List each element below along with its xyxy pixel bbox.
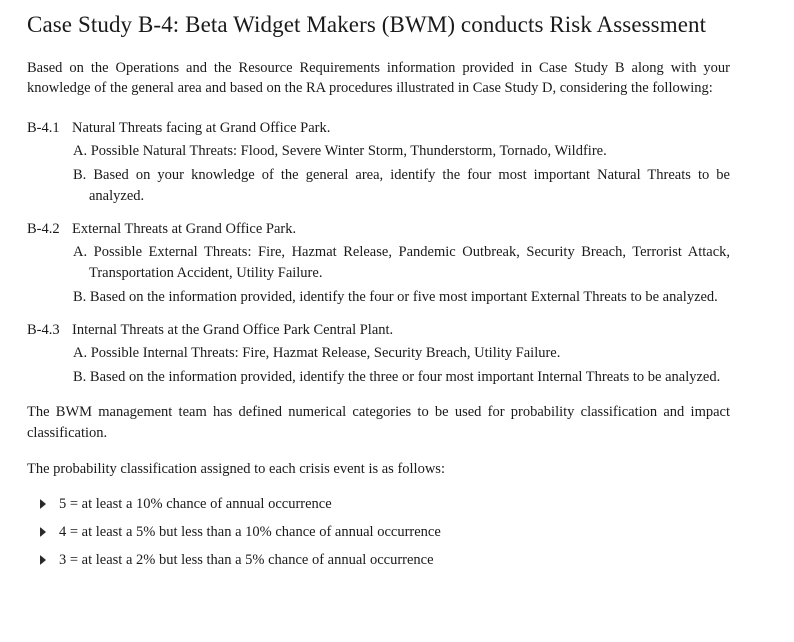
- intro-paragraph: Based on the Operations and the Resource Requirements information provided in Case Study B along with your knowledge of the general area and based on the RA procedures illustrated in Case Study D, considering the following:: [27, 60, 730, 96]
- section-number: B-4.2: [27, 221, 60, 237]
- subitem-a: A. Possible External Threats: Fire, Hazmat Release, Pandemic Outbreak, Security Breach, Terrorist Attack, Transportation Accident, Utility Failure.: [73, 244, 730, 281]
- section-b-4-1: [27, 118, 730, 207]
- section-b-4-3: [27, 320, 730, 388]
- probability-paragraph: The probability classification assigned to each crisis event is as follows:: [27, 460, 445, 477]
- section-heading: [27, 118, 730, 138]
- subitem-b: B. Based on the information provided, identify the four or five most important External Threats to be analyzed.: [73, 289, 718, 305]
- section-number: B-4.3: [27, 322, 60, 338]
- list-item: [40, 494, 730, 514]
- list-item: [40, 522, 730, 542]
- list-item-text: 4 = at least a 5% but less than a 10% chance of annual occurrence: [59, 524, 441, 540]
- categories-paragraph: The BWM management team has defined numerical categories to be used for probability classification and impact classification.: [27, 404, 730, 441]
- probability-list: [27, 494, 730, 570]
- list-item: [40, 550, 730, 570]
- section-heading: [27, 320, 730, 340]
- section-title: External Threats at Grand Office Park.: [72, 221, 297, 237]
- section-title: Internal Threats at the Grand Office Park Central Plant.: [72, 322, 394, 338]
- triangle-bullet-icon: [40, 555, 46, 565]
- section-title: Natural Threats facing at Grand Office Park.: [72, 120, 331, 136]
- subitem-b: B. Based on your knowledge of the general area, identify the four most important Natural Threats to be analyzed.: [73, 167, 730, 204]
- list-item-text: 3 = at least a 2% but less than a 5% chance of annual occurrence: [59, 552, 434, 568]
- triangle-bullet-icon: [40, 499, 46, 509]
- section-heading: [27, 219, 730, 239]
- subitem-a: A. Possible Internal Threats: Fire, Hazmat Release, Security Breach, Utility Failure.: [73, 345, 561, 361]
- section-number: B-4.1: [27, 120, 60, 136]
- subitem-b: B. Based on the information provided, identify the three or four most important Internal Threats to be analyzed.: [73, 369, 721, 385]
- section-b-4-2: [27, 219, 730, 308]
- page-title: Case Study B-4: Beta Widget Makers (BWM) conducts Risk Assessment: [27, 12, 707, 37]
- subitem-a: A. Possible Natural Threats: Flood, Severe Winter Storm, Thunderstorm, Tornado, Wildfire.: [73, 143, 607, 159]
- triangle-bullet-icon: [40, 527, 46, 537]
- list-item-text: 5 = at least a 10% chance of annual occurrence: [59, 496, 332, 512]
